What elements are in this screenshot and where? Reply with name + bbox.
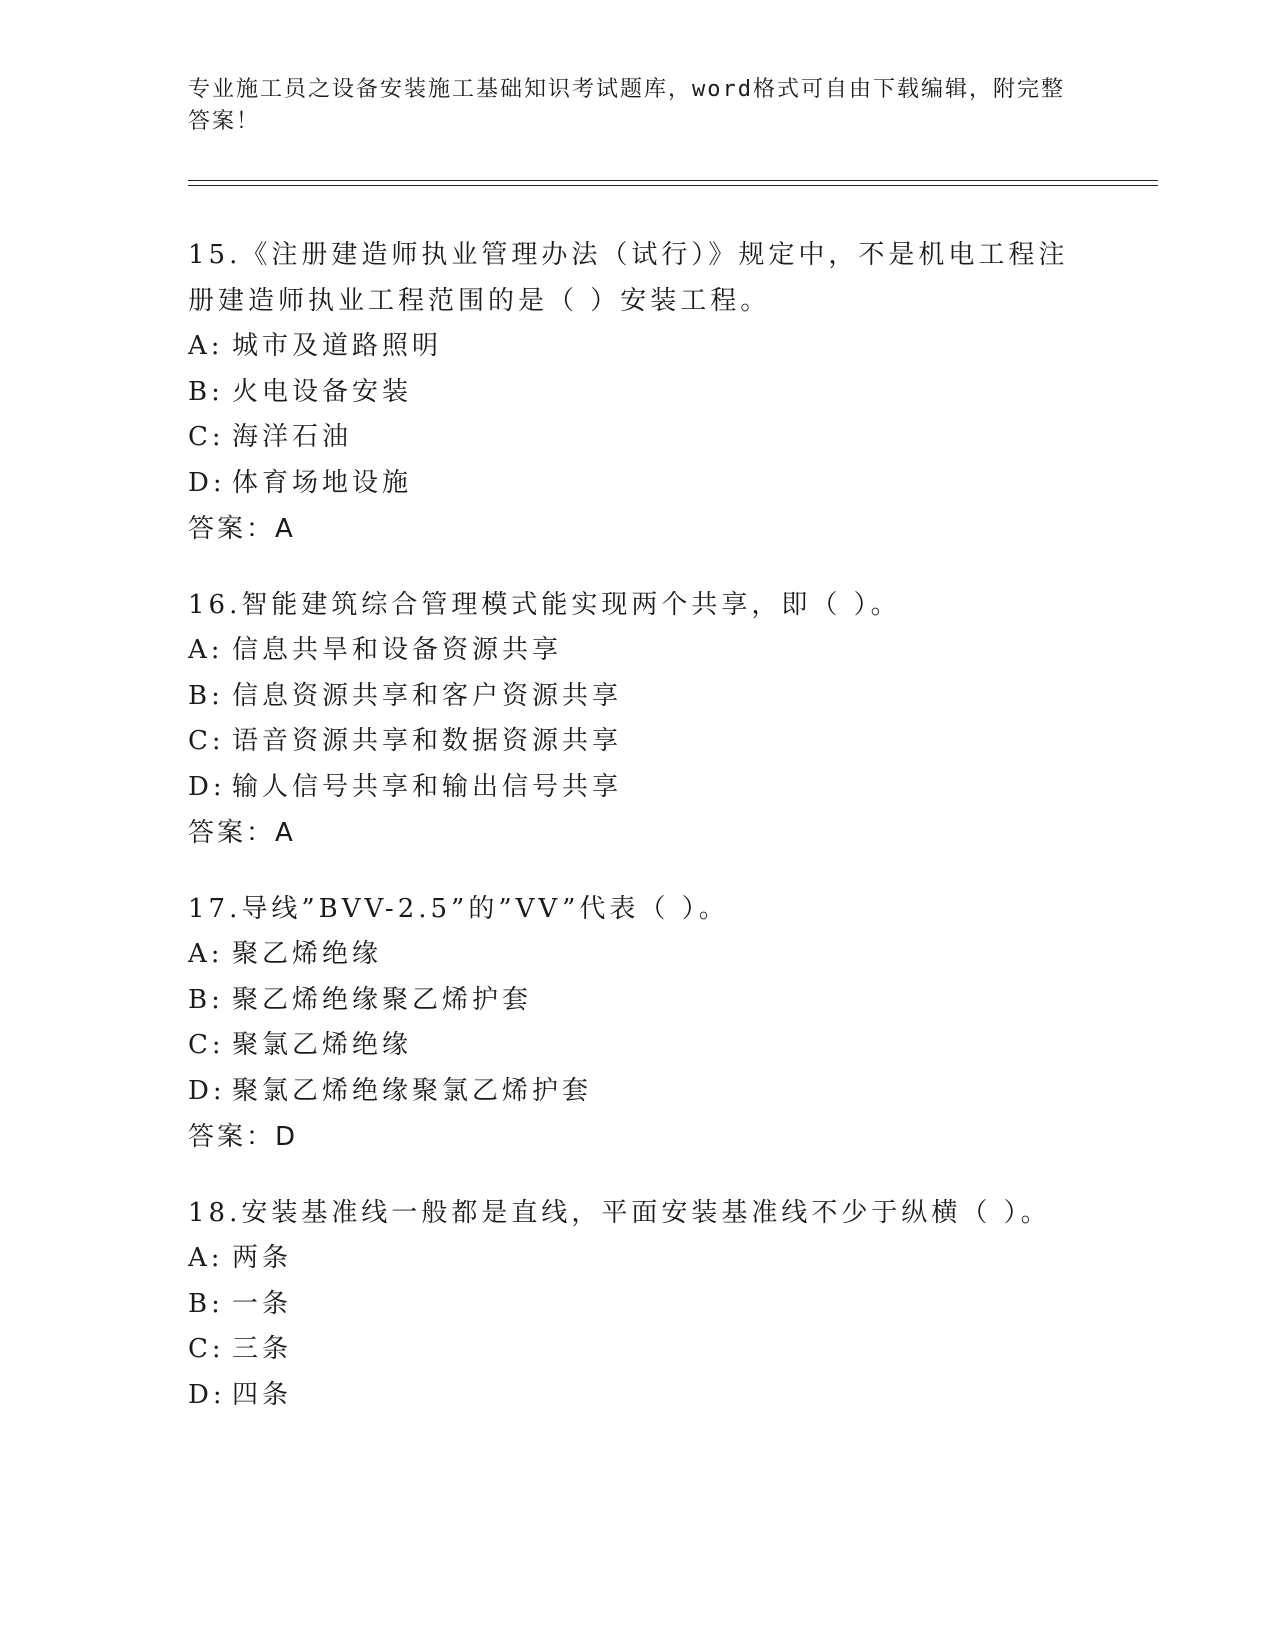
option-text: 城市及道路照明 <box>232 331 443 361</box>
document-header: 专业施工员之设备安装施工基础知识考试题库，word格式可自由下载编辑，附完整答案！ <box>188 77 1065 134</box>
option-key: A: <box>188 635 224 665</box>
option-text: 聚乙烯绝缘 <box>232 939 383 969</box>
option-text: 一条 <box>232 1288 293 1319</box>
option-text: 语音资源共享和数据资源共享 <box>232 726 623 756</box>
header-divider-bottom <box>188 185 1158 186</box>
question-list <box>188 232 1088 1448</box>
option-key: B: <box>188 376 224 407</box>
option-c <box>188 1023 1088 1069</box>
question-title: 18.安装基准线一般都是直线，平面安装基准线不少于纵横（ ）。 <box>188 1198 1051 1228</box>
option-text: 信息资源共享和客户资源共享 <box>232 680 623 711</box>
question-15 <box>188 232 1088 552</box>
question-title: 15.《注册建造师执业管理办法（试行）》规定中，不是机电工程注册建造师执业工程范围的是（ ）安装工程。 <box>188 240 1069 316</box>
option-text: 两条 <box>232 1243 293 1273</box>
option-key: B: <box>188 680 224 711</box>
option-key: A: <box>188 939 224 969</box>
question-16 <box>188 582 1088 856</box>
question-title: 16.智能建筑综合管理模式能实现两个共享，即（ ）。 <box>188 590 901 620</box>
option-key: A: <box>188 331 224 361</box>
option-key: D: <box>188 1379 226 1410</box>
option-text: 三条 <box>232 1334 293 1364</box>
question-title: 17.导线”BVV-2.5”的”VV”代表（ ）。 <box>188 894 729 924</box>
option-d <box>188 461 1088 507</box>
option-key: D: <box>188 1075 226 1106</box>
option-text: 输人信号共享和输出信号共享 <box>232 771 623 802</box>
header-divider-top <box>188 180 1158 181</box>
option-text: 聚氯乙烯绝缘 <box>232 1030 413 1060</box>
option-b <box>188 978 1088 1024</box>
option-key: D: <box>188 771 226 802</box>
option-key: C: <box>188 1334 225 1364</box>
answer-line: 答案：A <box>188 514 296 544</box>
option-d <box>188 1373 1088 1419</box>
option-text: 聚乙烯绝缘聚乙烯护套 <box>232 984 533 1015</box>
option-key: C: <box>188 1030 225 1060</box>
option-c <box>188 1327 1088 1373</box>
option-a <box>188 628 1088 674</box>
option-text: 四条 <box>232 1379 293 1410</box>
option-text: 信息共旱和设备资源共享 <box>232 635 563 665</box>
option-key: C: <box>188 422 225 452</box>
option-d <box>188 765 1088 811</box>
option-key: B: <box>188 984 224 1015</box>
option-b <box>188 1282 1088 1328</box>
option-key: C: <box>188 726 225 756</box>
answer-line: 答案：D <box>188 1122 299 1152</box>
answer-line: 答案：A <box>188 818 296 848</box>
option-text: 体育场地设施 <box>232 467 413 498</box>
option-key: B: <box>188 1288 224 1319</box>
option-key: D: <box>188 467 226 498</box>
option-a <box>188 932 1088 978</box>
option-text: 聚氯乙烯绝缘聚氯乙烯护套 <box>232 1075 593 1106</box>
option-a <box>188 324 1088 370</box>
option-text: 火电设备安装 <box>232 376 413 407</box>
option-d <box>188 1069 1088 1115</box>
option-b <box>188 370 1088 416</box>
option-c <box>188 719 1088 765</box>
question-17 <box>188 886 1088 1160</box>
option-b <box>188 674 1088 720</box>
option-c <box>188 415 1088 461</box>
option-key: A: <box>188 1243 224 1273</box>
option-a <box>188 1236 1088 1282</box>
question-18 <box>188 1190 1088 1418</box>
option-text: 海洋石油 <box>232 422 353 452</box>
